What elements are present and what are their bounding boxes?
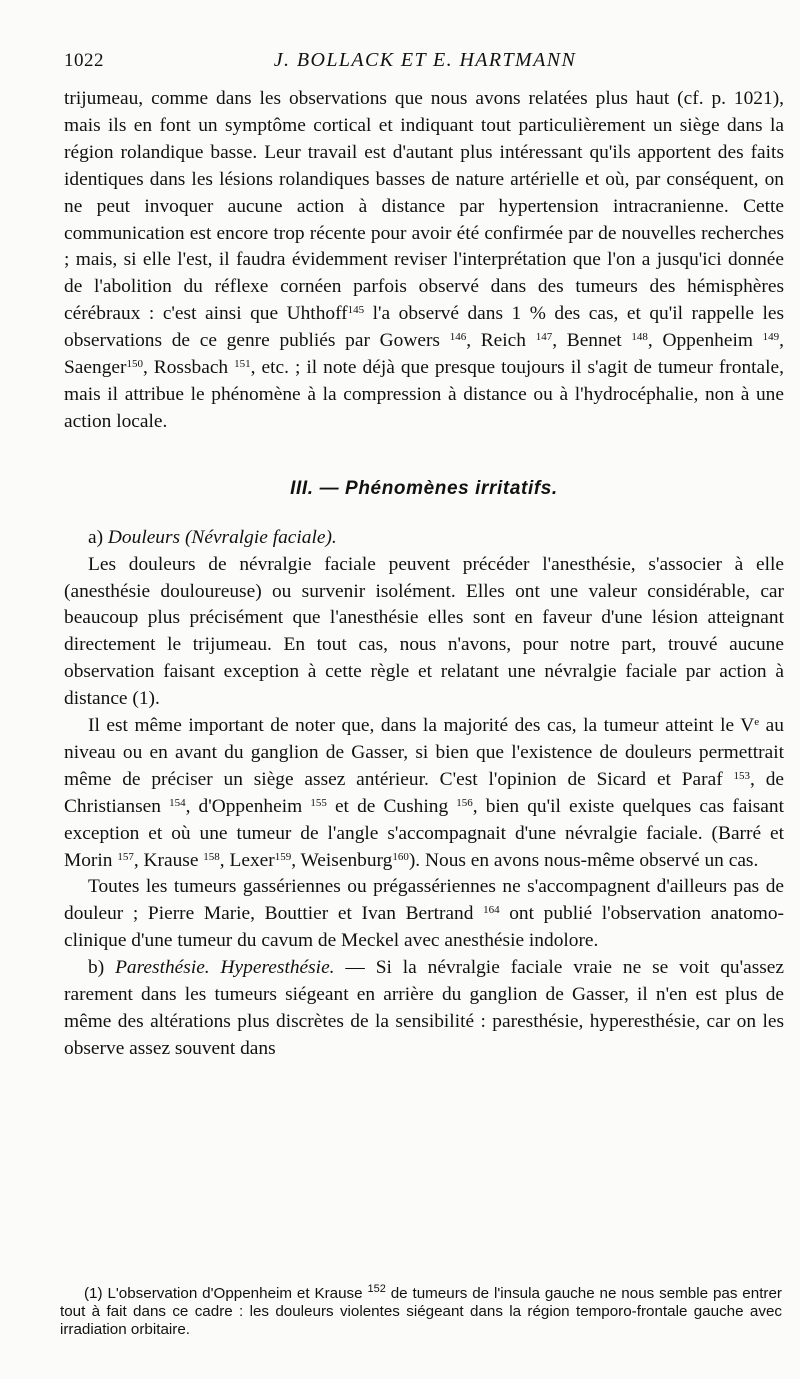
main-text — [64, 86, 784, 1063]
text-run: trijumeau, comme dans les observations que nous avons relatées plus haut (cf. p. 1021), mais ils en font un symptôme cortical et indiquant tout particulièrement un siège dans la région rolandique basse. Leur travail est d'autant plus intéressant qu'ils apportent des faits identiques dans les lésions rolandiques basses de nature artérielle et où, par conséquent, on ne peut invoquer aucune action à distance par hypertension intracranienne. Cette communication est encore trop récente pour avoir été confirmée par de nouvelles recherches ; mais, si elle l'est, il faudra évidemment reviser l'interprétation que l'on a jusqu'ici donnée de l'abolition du réflexe cornéen parfois observé dans des tumeurs des hémisphères cérébraux : c'est ainsi que Uhthoff — [64, 88, 784, 325]
paragraph — [64, 86, 784, 436]
page-number: 1022 — [64, 50, 104, 71]
subsection-title: Douleurs (Névralgie faciale). — [107, 526, 337, 548]
running-title: J. BOLLACK ET E. HARTMANN — [273, 49, 577, 71]
text-run: — Si la névralgie faciale vraie ne se voit qu'assez rarement dans les tumeurs siégeant en arrière du ganglion de Gasser, il n'en est plus de même des altérations plus discrètes de la sensibilité : paresthésie, hyperesthésie, car on les observe assez souvent dans — [64, 957, 784, 1059]
reference-number: 164 — [483, 904, 500, 917]
reference-number: 159 — [274, 850, 292, 863]
reference-number: 149 — [762, 331, 780, 344]
text-run: , Reich — [466, 330, 536, 352]
footnote-text: (1) L'observation d'Oppenheim et Krause — [84, 1285, 368, 1303]
text-run: l'a observé dans 1 % des cas, et qu'il rappelle les observations de ce genre publiés par Gowers — [64, 303, 784, 352]
text-run: ont publié l'observation anatomo-clinique d'une tumeur du cavum de Meckel avec anesthésie indolore. — [64, 903, 785, 952]
text-run: Toutes les tumeurs gassériennes ou prégassériennes ne s'accompagnent d'ailleurs pas de douleur ; Pierre Marie, Bouttier et Ivan Bertrand — [64, 876, 784, 925]
subsection-title: Paresthésie. Hyperesthésie. — [115, 957, 335, 979]
paragraph — [64, 713, 784, 874]
reference-number: 157 — [117, 850, 134, 863]
text-run: , Krause — [133, 849, 204, 871]
footnote-text: de tumeurs de l'insula gauche ne nous semble pas entrer tout à fait dans ce cadre : les douleurs violentes siégeant dans la région temporo-frontale gauche avec irradiation orbitaire. — [60, 1285, 782, 1339]
text-run: , Bennet — [552, 330, 632, 352]
reference-number: 160 — [392, 850, 409, 863]
reference-number: 146 — [449, 331, 467, 344]
subsection-heading — [64, 525, 784, 552]
text-run: , Rossbach — [142, 357, 235, 379]
text-run: , Saenger — [64, 330, 785, 379]
subsection-label: b) — [88, 957, 116, 979]
text-run: au niveau ou en avant du ganglion de Gasser, si bien que l'existence de douleurs permettrait même de préciser un siège assez antérieur. C'est l'opinion de Sicard et Paraf — [64, 715, 784, 790]
text-run: , Weisenburg — [291, 849, 393, 871]
reference-number: 148 — [631, 331, 648, 344]
text-run: , Lexer — [219, 849, 275, 871]
reference-number: 150 — [126, 358, 143, 371]
reference-number: 154 — [169, 796, 186, 809]
reference-number: 147 — [535, 331, 553, 344]
paragraph — [64, 874, 784, 955]
page-header — [64, 46, 786, 78]
text-run: , de Christiansen — [64, 768, 784, 817]
superscript: e — [754, 716, 760, 729]
reference-number: 158 — [203, 850, 220, 863]
reference-number: 145 — [347, 304, 365, 317]
footnote — [60, 1285, 782, 1339]
text-run: , Oppenheim — [647, 330, 763, 352]
reference-number: 155 — [310, 796, 327, 809]
text-run: , bien qu'il existe quelques cas faisant exception et où une tumeur de l'angle s'accompagnait d'une névralgie faciale. (Barré et Morin — [64, 795, 784, 871]
subsection-label: a) — [88, 526, 108, 548]
text-run: , etc. ; il note déjà que presque toujours il s'agit de tumeur frontale, mais il attribue le phénomène à la compression à distance ou à l'hydrocéphalie, non à une action locale. — [64, 357, 784, 432]
reference-number: 152 — [367, 1283, 386, 1296]
paragraph — [64, 552, 784, 713]
section-heading: III. — Phénomènes irritatifs. — [290, 477, 558, 499]
text-run: , d'Oppenheim — [185, 795, 311, 817]
reference-number: 153 — [733, 769, 751, 782]
reference-number: 151 — [234, 358, 251, 371]
paragraph — [64, 955, 784, 1063]
text-run: Les douleurs de névralgie faciale peuvent précéder l'anesthésie, s'associer à elle (anesthésie douloureuse) ou survenir isolément. Elles ont une valeur considérable, car beaucoup plus précisément que l'anesthésie elles sont en faveur d'une lésion atteignant directement le trijumeau. En tout cas, nous n'avons, pour notre part, trouvé aucune observation faisant exception à cette règle et relatant une névralgie faciale par action à distance (1). — [64, 553, 784, 710]
text-run: et de Cushing — [326, 795, 457, 817]
text-run: ). Nous en avons nous-même observé un cas. — [408, 849, 759, 871]
text-run: Il est même important de noter que, dans la majorité des cas, la tumeur atteint le V — [88, 715, 755, 737]
reference-number: 156 — [456, 796, 473, 809]
